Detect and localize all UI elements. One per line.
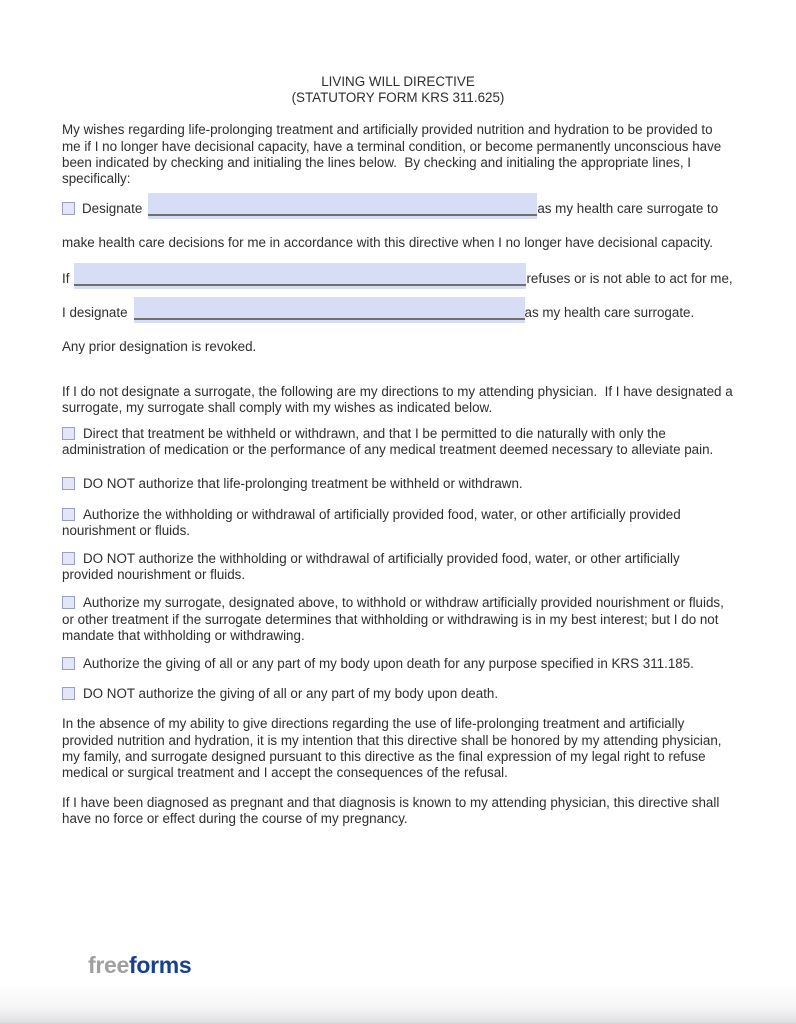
decisions-continuation-text: make health care decisions for me in accordance with this directive when I no longer have decisional capacity. — [62, 235, 714, 251]
designate-prefix-label: Designate — [82, 201, 143, 217]
pregnancy-clause-paragraph: If I have been diagnosed as pregnant and that diagnosis is known to my attending physician, this directive shall have no force or effect during the course of my pregnancy. — [62, 795, 720, 827]
directive-item — [62, 476, 734, 492]
directive-checkbox-do-not-withhold-nourishment[interactable] — [62, 552, 75, 565]
logo-free-text: free — [88, 952, 129, 978]
directive-item — [62, 426, 734, 458]
directive-label: Direct that treatment be withheld or withdrawn, and that I be permitted to die naturally with only the administration of medication or the performance of any medical treatment deemed necessary to alleviate pain. — [62, 426, 714, 458]
directive-item — [62, 656, 734, 672]
designate-surrogate-checkbox[interactable] — [62, 202, 75, 215]
alternate-suffix-label: as my health care surrogate. — [524, 305, 695, 321]
directions-intro-paragraph: If I do not designate a surrogate, the following are my directions to my attending physician. If I have designated a surrogate, my surrogate shall comply with my wishes as indicated below. — [62, 383, 737, 415]
alternate-surrogate-row — [62, 295, 734, 323]
i-designate-prefix-label: I designate — [62, 305, 128, 321]
absence-of-ability-paragraph: In the absence of my ability to give directions regarding the use of life-prolonging treatment and artificially provided nutrition and hydration, it is my intention that this directive shall be honored by my attending physician, my family, and surrogate designed pursuant to this directive as the final expression of my legal right to refuse medical or surgical treatment and I accept the consequences of the refusal. — [62, 716, 722, 781]
title-line-2: (STATUTORY FORM KRS 311.625) — [291, 90, 505, 106]
refusing-surrogate-name-field[interactable] — [74, 263, 526, 289]
surrogate-name-field-wrap — [148, 193, 537, 219]
if-prefix-label: If — [62, 271, 70, 287]
directive-item — [62, 686, 734, 702]
designate-surrogate-row — [62, 191, 734, 219]
directive-checkbox-do-not-withhold-treatment[interactable] — [62, 477, 75, 490]
directive-item — [62, 595, 734, 644]
directive-checkbox-surrogate-discretion[interactable] — [62, 596, 75, 609]
alternate-surrogate-name-field-wrap — [134, 297, 525, 323]
directive-label: Authorize the giving of all or any part of my body upon death for any purpose specified in KRS 311.185. — [83, 656, 694, 672]
document-title — [62, 0, 734, 106]
logo-forms-text: forms — [129, 952, 192, 978]
designate-suffix-label: as my health care surrogate to — [537, 201, 719, 217]
directive-label: DO NOT authorize the withholding or withdrawal of artificially provided food, water, or other artificially provided nourishment or fluids. — [62, 551, 680, 583]
surrogate-name-field[interactable] — [148, 193, 537, 219]
alternate-surrogate-name-field[interactable] — [134, 297, 525, 323]
refuses-suffix-label: refuses or is not able to act for me, — [526, 271, 733, 287]
directive-label: Authorize the withholding or withdrawal of artificially provided food, water, or other artificially provided nourishment or fluids. — [62, 506, 681, 538]
title-line-1: LIVING WILL DIRECTIVE — [321, 74, 475, 89]
directive-checkbox-authorize-body-donation[interactable] — [62, 657, 75, 670]
page-bottom-shadow — [0, 984, 796, 1024]
directive-checkbox-withhold-nourishment[interactable] — [62, 508, 75, 521]
directive-item — [62, 551, 734, 583]
directive-checkbox-withhold-treatment[interactable] — [62, 427, 75, 440]
refusing-surrogate-row — [62, 261, 734, 289]
intro-paragraph: My wishes regarding life-prolonging treatment and artificially provided nutrition and hydration to be provided to me if I no longer have decisional capacity, have a terminal condition, or become permanently unconscious have been indicated by checking and initialing the lines below. By checking and initialing the appropriate lines, I specifically: — [62, 122, 725, 187]
directive-label: DO NOT authorize that life-prolonging treatment be withheld or withdrawn. — [83, 476, 523, 492]
freeforms-logo — [88, 953, 191, 977]
directive-label: DO NOT authorize the giving of all or any part of my body upon death. — [83, 686, 499, 702]
directive-label: Authorize my surrogate, designated above, to withhold or withdraw artificially provided nourishment or fluids, or other treatment if the surrogate determines that withholding or withdrawing is in my best interest; but I do not mandate that withholding or withdrawing. — [62, 595, 724, 643]
directive-item — [62, 507, 734, 539]
refusing-surrogate-name-field-wrap — [74, 263, 526, 289]
directive-checkbox-do-not-authorize-body-donation[interactable] — [62, 687, 75, 700]
prior-designation-revoked-text: Any prior designation is revoked. — [62, 339, 257, 355]
